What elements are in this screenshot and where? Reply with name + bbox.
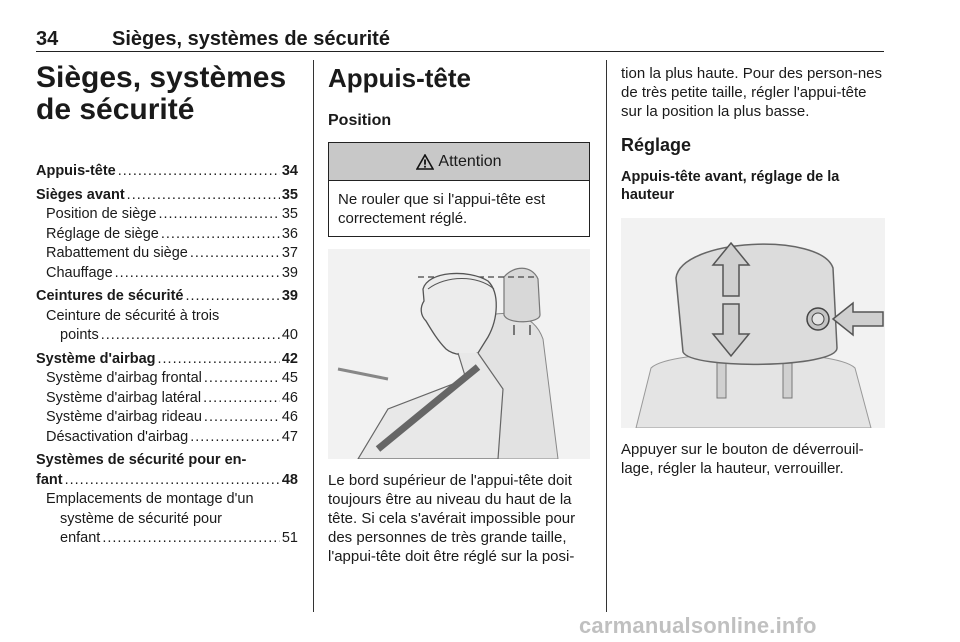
toc-entry[interactable]: Position de siège ..... 35 [36, 205, 298, 225]
column-divider [313, 60, 314, 612]
warning-title: Attention [438, 152, 502, 170]
page-number: 34 [36, 28, 59, 50]
toc-entry[interactable]: fant ..... 48 [36, 471, 298, 491]
warning-text: Ne rouler que si l'appui-tête est correctement réglé. [338, 191, 546, 227]
toc-entry[interactable]: Système d'airbag ..... 42 [36, 350, 298, 370]
toc-entry[interactable]: Système d'airbag latéral ..... 46 [36, 389, 298, 409]
toc-entry[interactable]: Système d'airbag rideau ..... 46 [36, 408, 298, 428]
column-reglage [621, 64, 885, 492]
toc-entry-line: système de sécurité pour [60, 510, 222, 527]
toc-entry[interactable]: Rabattement du siège ..... 37 [36, 244, 298, 264]
body-text: Appuyer sur le bouton de déverrouil-lage, régler la hauteur, verrouiller. [621, 441, 864, 477]
watermark-text: carmanualsonline.info [579, 613, 817, 638]
headrest-adjust-illustration [621, 218, 885, 428]
running-title: Sièges, systèmes de sécurité [112, 28, 390, 50]
chapter-title: Sièges, systèmes de sécurité [36, 61, 287, 126]
toc-entry[interactable]: Sièges avant ..... 35 [36, 186, 298, 206]
subsection-title: Position [328, 112, 392, 129]
column-appuis-tete [328, 62, 590, 566]
toc-entry[interactable]: points ..... 40 [36, 326, 298, 346]
toc-entry-line: Ceinture de sécurité à trois [46, 307, 220, 324]
warning-box [328, 142, 590, 237]
toc-entry[interactable]: Chauffage ..... 39 [36, 264, 298, 284]
toc-entry[interactable]: Appuis-tête ..... 34 [36, 162, 298, 182]
toc-entry[interactable]: Système d'airbag frontal ..... 45 [36, 369, 298, 389]
body-text: Le bord supérieur de l'appui-tête doit toujours être au niveau du haut de la tête. Si cela s'avérait impossible pour des personnes de très grande taille, l'appui-tête doit être réglé sur la posi- [328, 472, 576, 565]
toc-entry[interactable]: Réglage de siège ..... 36 [36, 225, 298, 245]
toc-entry[interactable]: enfant ..... 51 [36, 529, 298, 549]
toc-entry[interactable]: Ceintures de sécurité ..... 39 [36, 287, 298, 307]
toc-entry-line: Emplacements de montage d'un [46, 491, 254, 507]
section-heading: Réglage [621, 135, 692, 155]
warning-triangle-icon [416, 154, 434, 170]
section-title: Appuis-tête [328, 63, 471, 93]
column-divider [606, 60, 607, 612]
body-text: tion la plus haute. Pour des person-nes de très petite taille, régler l'appui-tête sur la position la plus basse. [621, 65, 882, 120]
toc-entry-line: Systèmes de sécurité pour en- [36, 452, 247, 468]
page-header [36, 28, 884, 52]
toc-entry[interactable]: Désactivation d'airbag ..... 47 [36, 428, 298, 448]
warning-header [329, 143, 589, 181]
driver-headrest-illustration [328, 249, 590, 459]
table-of-contents [36, 62, 298, 549]
subsection-heading: Appuis-tête avant, réglage de la hauteur [621, 169, 840, 203]
